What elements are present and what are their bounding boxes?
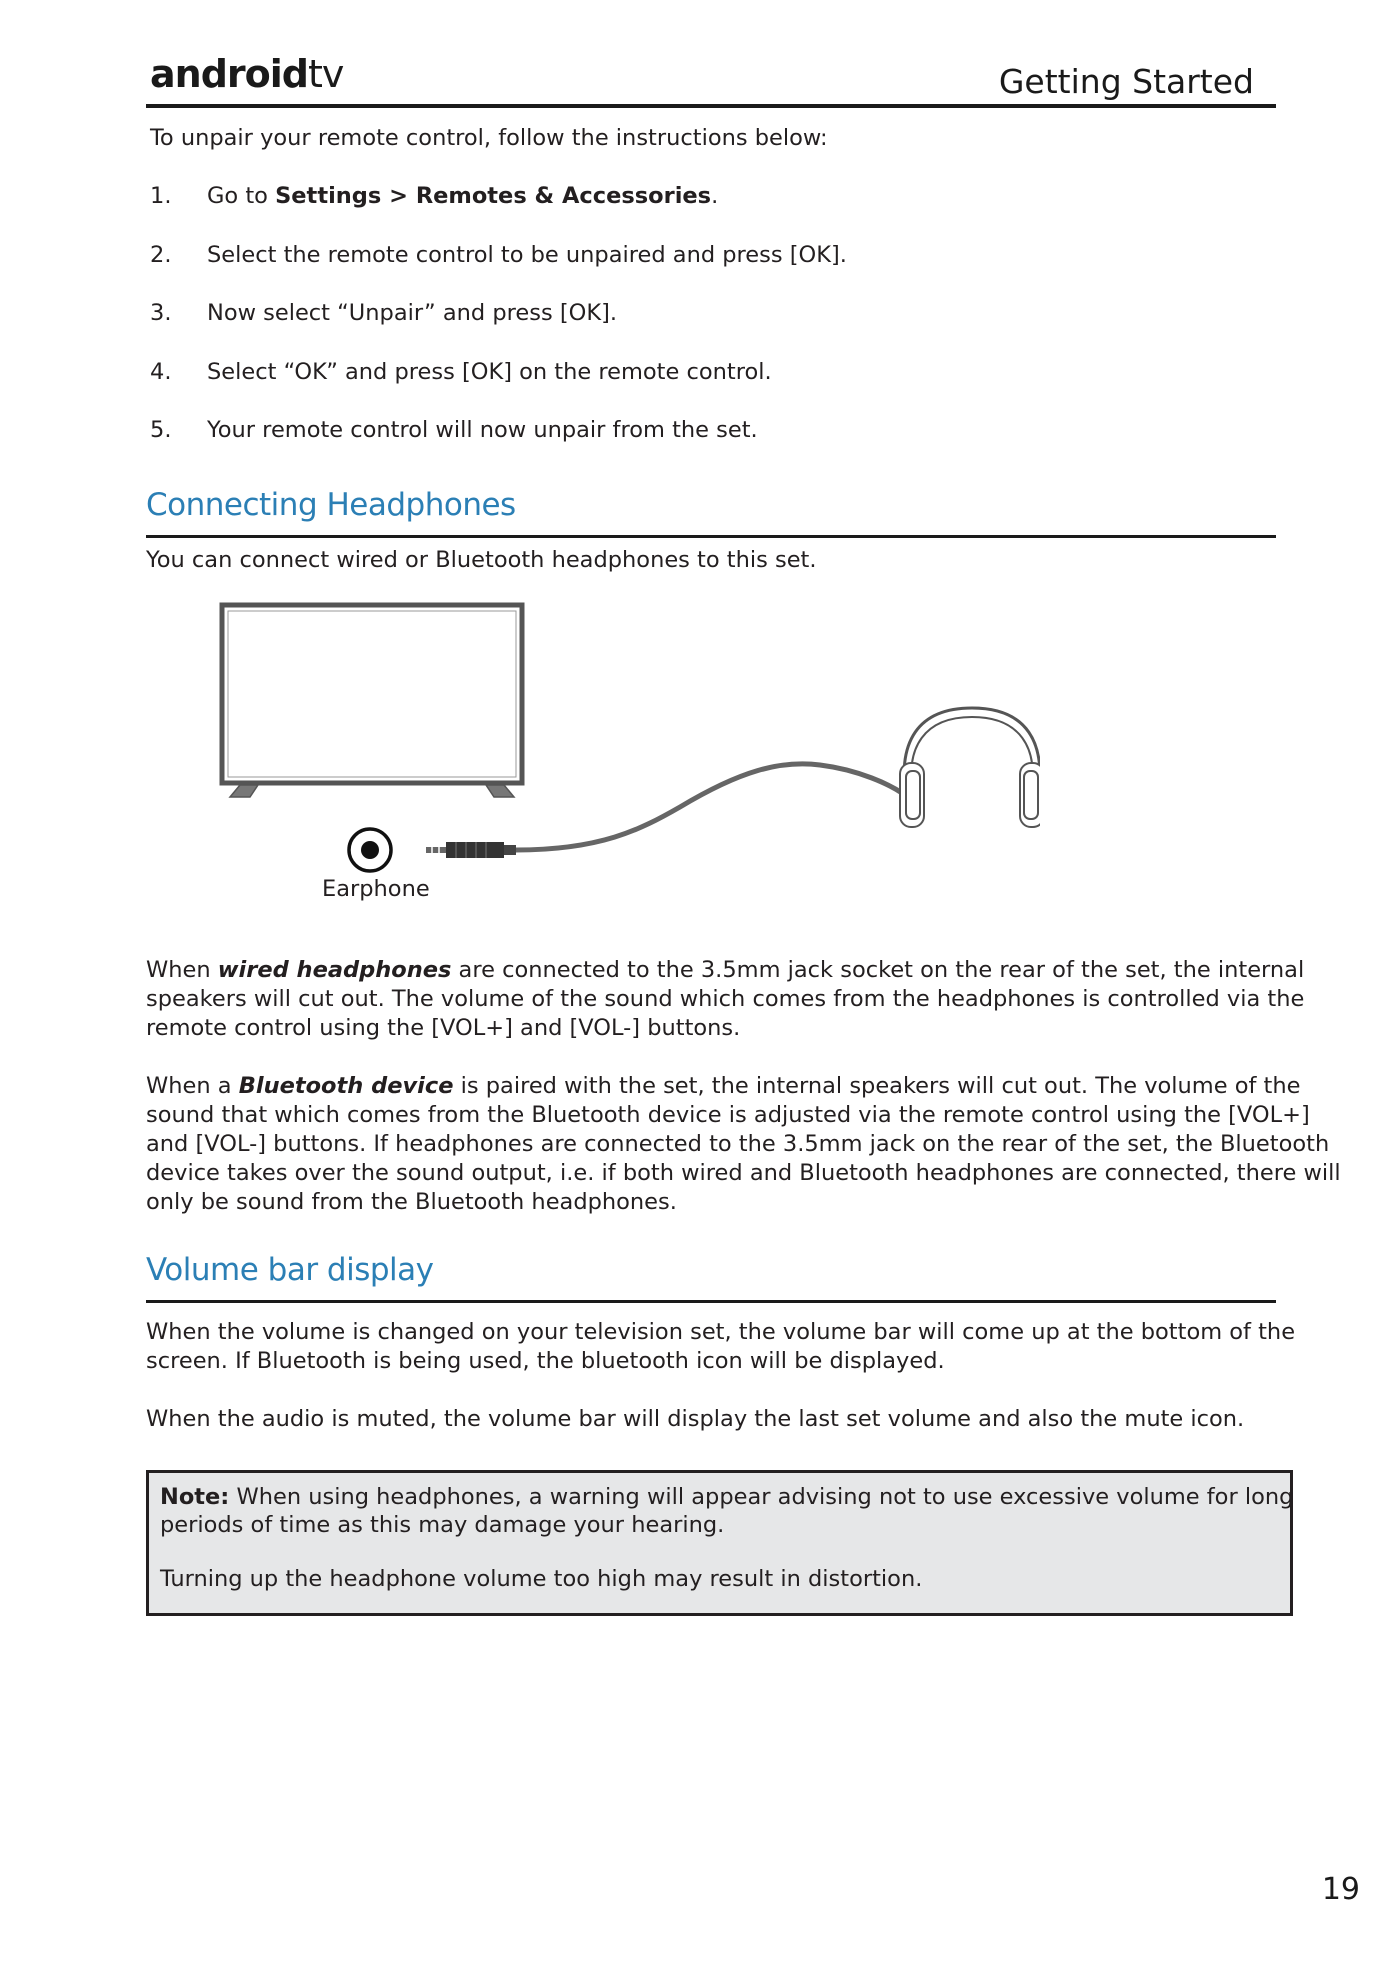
note-box: [146, 1470, 1293, 1616]
note-label: Note:: [160, 1484, 230, 1510]
paragraph-line: [146, 1072, 1301, 1101]
note-spacer: [160, 1539, 1280, 1565]
step-number: 4.: [150, 358, 172, 385]
bluetooth-device-emphasis: Bluetooth device: [238, 1073, 454, 1099]
line-text: When: [146, 957, 218, 983]
paragraph-line: sound that which comes from the Bluetooth device is adjusted via the remote control using the [VOL+]: [146, 1102, 1310, 1128]
earphone-socket-icon: [349, 829, 391, 871]
settings-path: Settings > Remotes & Accessories: [275, 183, 712, 209]
step-text: Your remote control will now unpair from the set.: [207, 417, 758, 443]
android-tv-logo: [150, 52, 343, 96]
paragraph-line: remote control using the [VOL+] and [VOL-] buttons.: [146, 1015, 741, 1041]
line-text: When using headphones, a warning will appear advising not to use excessive volume for long: [229, 1484, 1294, 1510]
headphones-intro: You can connect wired or Bluetooth headphones to this set.: [146, 547, 817, 573]
step-number: 3.: [150, 300, 172, 326]
section-divider: [146, 1300, 1276, 1303]
mute-paragraph: [146, 1405, 1281, 1434]
line-text: When a: [146, 1073, 239, 1099]
tv-illustration: [222, 605, 522, 797]
jack-plug-icon: [426, 842, 516, 858]
line-text: is paired with the set, the internal speakers will cut out. The volume of the: [453, 1073, 1301, 1099]
step-text: Select “OK” and press [OK] on the remote control.: [207, 358, 772, 385]
header-divider: [146, 104, 1276, 108]
section-divider: [146, 535, 1276, 538]
note-line: [160, 1483, 1294, 1511]
wired-headphones-emphasis: wired headphones: [217, 957, 452, 983]
logo-suffix: tv: [307, 52, 344, 96]
paragraph-line: device takes over the sound output, i.e. if both wired and Bluetooth headphones are connected, there will: [146, 1160, 1341, 1186]
unpair-intro: To unpair your remote control, follow the instructions below:: [150, 125, 828, 151]
step-number: 2.: [150, 241, 172, 268]
section-title-volume: Volume bar display: [146, 1252, 434, 1288]
logo-main: android: [150, 52, 308, 96]
header-title: Getting Started: [998, 62, 1254, 101]
paragraph-line: and [VOL-] buttons. If headphones are connected to the 3.5mm jack on the rear of the set, the Bluetooth: [146, 1131, 1330, 1157]
step-text: Select the remote control to be unpaired and press [OK].: [207, 241, 847, 268]
paragraph-line: When the audio is muted, the volume bar will display the last set volume and also the mute icon.: [146, 1406, 1245, 1432]
headphones-illustration: [900, 708, 1040, 827]
paragraph-line: speakers will cut out. The volume of the sound which comes from the headphones is controlled via the: [146, 986, 1305, 1012]
page-number: 19: [1321, 1872, 1360, 1907]
paragraph-line: When the volume is changed on your television set, the volume bar will come up at the bottom of the: [146, 1319, 1296, 1345]
step-text: Now select “Unpair” and press [OK].: [207, 300, 617, 326]
bluetooth-paragraph: [146, 1072, 1341, 1217]
step-text-pre: Go to: [207, 183, 276, 209]
step-number: 5.: [150, 417, 172, 443]
paragraph-line: [146, 956, 1305, 985]
step-text-post: .: [711, 183, 719, 209]
headphones-connection-diagram: [200, 595, 1040, 915]
step-number: 1.: [150, 183, 172, 209]
note-line: Turning up the headphone volume too high may result in distortion.: [160, 1566, 923, 1592]
paragraph-line: screen. If Bluetooth is being used, the bluetooth icon will be displayed.: [146, 1348, 945, 1374]
wired-headphones-paragraph: [146, 956, 1305, 1043]
line-text: are connected to the 3.5mm jack socket on the rear of the set, the internal: [451, 957, 1305, 983]
note-line: periods of time as this may damage your hearing.: [160, 1512, 725, 1538]
paragraph-line: only be sound from the Bluetooth headphones.: [146, 1189, 677, 1215]
section-title-headphones: Connecting Headphones: [146, 487, 516, 523]
earphone-label: Earphone: [322, 876, 430, 902]
headphone-cable: [516, 764, 902, 850]
volume-paragraph: [146, 1318, 1296, 1376]
step-text: [207, 182, 718, 211]
